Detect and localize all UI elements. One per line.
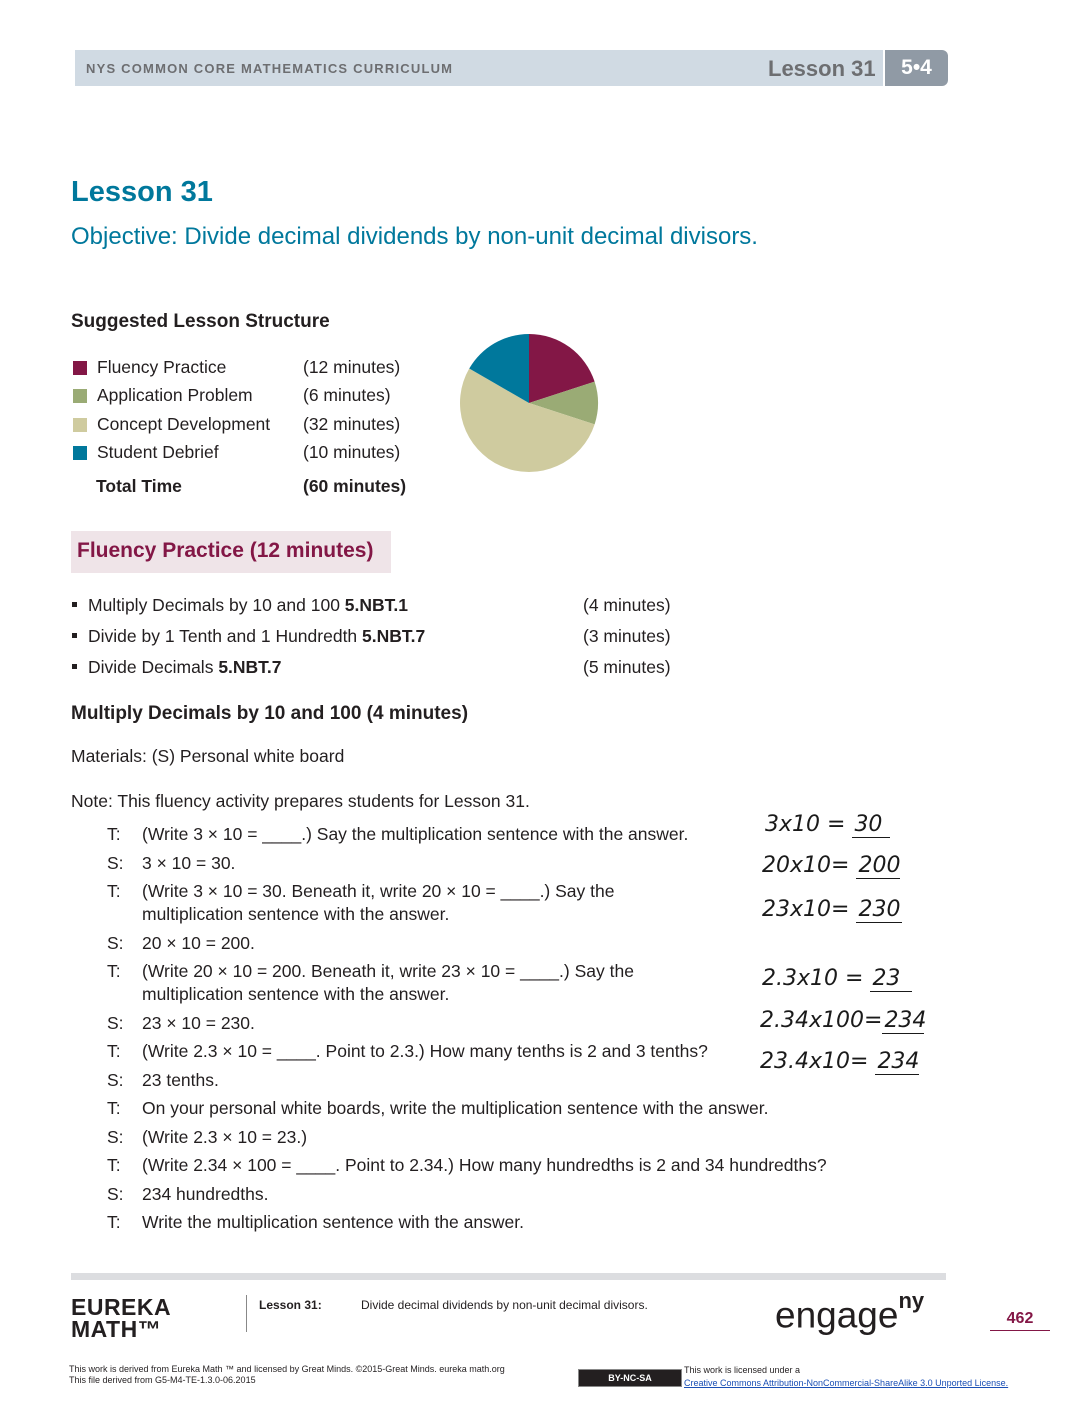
- debrief-swatch: [73, 446, 87, 460]
- handwritten-equation: 23.4x10= 234: [760, 1049, 920, 1074]
- fluency-item: Multiply Decimals by 10 and 100 5.NBT.1: [72, 595, 408, 616]
- structure-heading: Suggested Lesson Structure: [71, 311, 330, 332]
- engageny-logo: engage$^{ny}$: [775, 1288, 925, 1336]
- footer-divider: [246, 1295, 247, 1332]
- structure-label: Student Debrief: [97, 442, 219, 462]
- fluency-item: Divide by 1 Tenth and 1 Hundredth 5.NBT.7: [72, 626, 425, 647]
- fluency-item-minutes: (5 minutes): [583, 657, 671, 677]
- lesson-pie-chart: [458, 332, 600, 474]
- license-link[interactable]: Creative Commons Attribution-NonCommercial-ShareAlike 3.0 Unported License.: [684, 1378, 1009, 1388]
- cc-license-badge[interactable]: BY-NC-SA: [578, 1369, 682, 1387]
- structure-minutes: (12 minutes): [303, 357, 401, 377]
- total-minutes: (60 minutes): [303, 476, 407, 496]
- fluency-item-minutes: (3 minutes): [583, 626, 671, 646]
- materials: Materials: (S) Personal white board: [71, 746, 345, 766]
- fluency-item: Divide Decimals 5.NBT.7: [72, 657, 282, 678]
- structure-minutes: (32 minutes): [303, 414, 401, 434]
- eureka-math-logo: EUREKA MATH™: [71, 1294, 172, 1342]
- structure-minutes: (6 minutes): [303, 385, 391, 405]
- handwritten-equation: 2.34x100=234: [760, 1008, 927, 1033]
- grade-module-badge: 5•4: [885, 50, 948, 86]
- curriculum-label: NYS COMMON CORE MATHEMATICS CURRICULUM: [86, 61, 454, 76]
- objective: Objective: Divide decimal dividends by non-unit decimal divisors.: [71, 223, 758, 250]
- handwritten-equation: 23x10= 230: [762, 897, 901, 922]
- header-lesson: Lesson 31: [768, 56, 876, 81]
- credit-line: This file derived from G5-M4-TE-1.3.0-06.2015: [69, 1375, 256, 1385]
- concept-swatch: [73, 418, 87, 432]
- handwritten-equation: 20x10= 200: [762, 853, 901, 878]
- section-heading: Multiply Decimals by 10 and 100 (4 minutes): [71, 703, 469, 724]
- fluency-heading: Fluency Practice (12 minutes): [77, 539, 374, 562]
- footer-objective: Divide decimal dividends by non-unit decimal divisors.: [361, 1298, 648, 1312]
- fluency-item-minutes: (4 minutes): [583, 595, 671, 615]
- fluency-swatch: [73, 361, 87, 375]
- note: Note: This fluency activity prepares students for Lesson 31.: [71, 791, 530, 811]
- credit-line: This work is derived from Eureka Math ™ and licensed by Great Minds. ©2015-Great Minds. eureka math.org: [69, 1364, 505, 1374]
- page-title: Lesson 31: [71, 176, 213, 208]
- structure-label: Concept Development: [97, 414, 271, 434]
- footer-rule: [71, 1273, 946, 1280]
- structure-minutes: (10 minutes): [303, 442, 401, 462]
- footer-lesson: Lesson 31:: [259, 1298, 322, 1312]
- license-text: This work is licensed under a: [684, 1365, 801, 1375]
- structure-label: Application Problem: [97, 385, 253, 405]
- application-swatch: [73, 389, 87, 403]
- structure-label: Fluency Practice: [97, 357, 227, 377]
- handwritten-equation: 3x10 = 30: [765, 812, 890, 838]
- total-label: Total Time: [96, 476, 182, 496]
- handwritten-equation: 2.3x10 = 23: [762, 966, 912, 992]
- page-number: 462: [990, 1310, 1050, 1331]
